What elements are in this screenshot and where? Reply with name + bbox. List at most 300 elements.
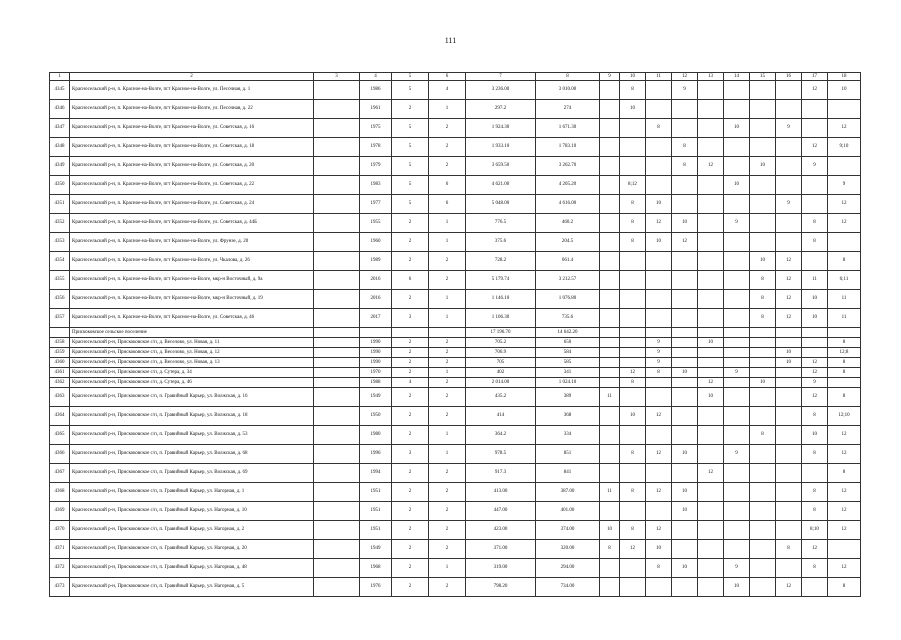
value-cell xyxy=(802,328,828,338)
column-number-cell: 7 xyxy=(466,73,536,81)
value-cell xyxy=(750,81,776,100)
row-number-cell: 4372 xyxy=(50,559,70,578)
table-row xyxy=(50,100,861,119)
value-cell: 12 xyxy=(802,138,828,157)
value-cell xyxy=(646,138,672,157)
value-cell: 9 xyxy=(776,195,802,214)
value-cell xyxy=(802,464,828,483)
value-cell: 2 xyxy=(429,271,466,290)
value-cell: 585 xyxy=(536,358,600,368)
value-cell: 2017 xyxy=(360,309,392,328)
value-cell: 1 xyxy=(429,368,466,378)
value-cell xyxy=(314,195,360,214)
value-cell xyxy=(698,81,724,100)
value-cell xyxy=(776,378,802,388)
value-cell: 8 xyxy=(802,559,828,578)
value-cell: 1980 xyxy=(360,426,392,445)
value-cell: 8 xyxy=(672,157,698,176)
table-row xyxy=(50,309,861,328)
value-cell: 1978 xyxy=(360,138,392,157)
value-cell xyxy=(750,176,776,195)
row-number-cell: 4354 xyxy=(50,252,70,271)
value-cell xyxy=(672,176,698,195)
value-cell: 1979 xyxy=(360,157,392,176)
value-cell: 364.2 xyxy=(466,426,536,445)
value-cell xyxy=(646,271,672,290)
value-cell: 5 xyxy=(392,176,429,195)
value-cell: 12 xyxy=(828,483,861,502)
value-cell xyxy=(620,252,646,271)
column-number-cell: 2 xyxy=(70,73,314,81)
value-cell: 2 xyxy=(429,578,466,597)
value-cell: 10 xyxy=(646,540,672,559)
value-cell: 2 xyxy=(429,378,466,388)
value-cell xyxy=(776,81,802,100)
value-cell xyxy=(314,378,360,388)
table-row xyxy=(50,521,861,540)
row-number-cell xyxy=(50,328,70,338)
value-cell: 341 xyxy=(536,368,600,378)
table-row xyxy=(50,338,861,348)
value-cell xyxy=(314,368,360,378)
row-number-cell: 4362 xyxy=(50,378,70,388)
value-cell xyxy=(724,502,750,521)
value-cell xyxy=(724,328,750,338)
value-cell xyxy=(750,233,776,252)
value-cell: 1989 xyxy=(360,252,392,271)
value-cell xyxy=(698,271,724,290)
value-cell: 9 xyxy=(646,358,672,368)
value-cell: 9 xyxy=(724,445,750,464)
value-cell: 8 xyxy=(620,81,646,100)
value-cell xyxy=(620,559,646,578)
value-cell xyxy=(698,426,724,445)
value-cell: 776.5 xyxy=(466,214,536,233)
value-cell: 1 xyxy=(429,233,466,252)
value-cell xyxy=(600,233,620,252)
value-cell: 734.00 xyxy=(536,578,600,597)
value-cell: 10 xyxy=(620,407,646,426)
value-cell: 10 xyxy=(776,348,802,358)
value-cell: 9 xyxy=(828,176,861,195)
value-cell: 12 xyxy=(802,368,828,378)
value-cell xyxy=(776,483,802,502)
value-cell xyxy=(750,195,776,214)
value-cell xyxy=(600,309,620,328)
value-cell xyxy=(620,328,646,338)
value-cell: 2016 xyxy=(360,271,392,290)
value-cell: 9 xyxy=(646,348,672,358)
value-cell: 1994 xyxy=(360,464,392,483)
table-row xyxy=(50,290,861,309)
value-cell xyxy=(646,252,672,271)
value-cell xyxy=(314,559,360,578)
value-cell: 8 xyxy=(620,521,646,540)
value-cell: 2016 xyxy=(360,290,392,309)
table-row xyxy=(50,119,861,138)
value-cell: 8 xyxy=(620,214,646,233)
value-cell xyxy=(724,271,750,290)
value-cell: 9 xyxy=(802,157,828,176)
value-cell: 11 xyxy=(600,483,620,502)
value-cell xyxy=(314,119,360,138)
value-cell: 447.00 xyxy=(466,502,536,521)
value-cell xyxy=(750,464,776,483)
value-cell xyxy=(750,521,776,540)
value-cell: 11 xyxy=(828,309,861,328)
row-number-cell: 4367 xyxy=(50,464,70,483)
row-number-cell: 4371 xyxy=(50,540,70,559)
value-cell: 2 xyxy=(429,138,466,157)
value-cell: 1970 xyxy=(360,368,392,378)
value-cell xyxy=(828,540,861,559)
value-cell: 1986 xyxy=(360,81,392,100)
value-cell: 1 xyxy=(429,426,466,445)
value-cell: 413.00 xyxy=(466,483,536,502)
value-cell xyxy=(802,195,828,214)
value-cell xyxy=(802,252,828,271)
value-cell xyxy=(698,540,724,559)
value-cell xyxy=(776,338,802,348)
table-row xyxy=(50,445,861,464)
table-row xyxy=(50,407,861,426)
value-cell: 1 783.10 xyxy=(536,138,600,157)
value-cell xyxy=(724,309,750,328)
value-cell xyxy=(750,388,776,407)
value-cell: 1990 xyxy=(360,338,392,348)
address-cell: Красносельский р-н, п. Красное-на-Волге, пгт Красное-на-Волге, ул. Советская, д. 44Б xyxy=(70,214,314,233)
value-cell xyxy=(750,138,776,157)
value-cell xyxy=(750,328,776,338)
value-cell xyxy=(600,559,620,578)
value-cell xyxy=(314,348,360,358)
value-cell xyxy=(600,290,620,309)
value-cell xyxy=(698,578,724,597)
address-cell: Красносельский р-н, Прискоковское с/п, д. Веселово, ул. Новая, д. 11 xyxy=(70,338,314,348)
value-cell: 10 xyxy=(724,578,750,597)
value-cell xyxy=(698,559,724,578)
value-cell: 1 146.10 xyxy=(466,290,536,309)
value-cell: 1996 xyxy=(360,445,392,464)
value-cell: 1 xyxy=(429,309,466,328)
value-cell: 12 xyxy=(646,521,672,540)
value-cell: 1955 xyxy=(360,214,392,233)
value-cell xyxy=(600,502,620,521)
value-cell xyxy=(600,378,620,388)
table-row xyxy=(50,358,861,368)
value-cell: 8 xyxy=(672,138,698,157)
value-cell: 12 xyxy=(776,578,802,597)
value-cell: 12 xyxy=(672,233,698,252)
value-cell xyxy=(646,426,672,445)
value-cell xyxy=(600,358,620,368)
value-cell xyxy=(620,502,646,521)
address-cell: Красносельский р-н, Прискоковское с/п, п. Гравийный Карьер, ул. Волжская, д. 69 xyxy=(70,464,314,483)
value-cell: 204.5 xyxy=(536,233,600,252)
value-cell xyxy=(600,81,620,100)
value-cell xyxy=(600,214,620,233)
value-cell xyxy=(646,464,672,483)
value-cell xyxy=(776,214,802,233)
table-row xyxy=(50,81,861,100)
value-cell xyxy=(724,252,750,271)
value-cell xyxy=(724,426,750,445)
value-cell: 2 xyxy=(429,407,466,426)
value-cell: 3 262.70 xyxy=(536,157,600,176)
value-cell: 10 xyxy=(672,483,698,502)
value-cell: 10 xyxy=(698,388,724,407)
value-cell: 12 xyxy=(828,521,861,540)
value-cell xyxy=(672,100,698,119)
value-cell: 2 xyxy=(392,407,429,426)
value-cell: 2 xyxy=(429,157,466,176)
value-cell xyxy=(724,233,750,252)
value-cell xyxy=(698,309,724,328)
value-cell xyxy=(314,578,360,597)
address-cell: Красносельский р-н, п. Красное-на-Волге, пгт Красное-на-Волге, мкр-н Восточный, д. 9а xyxy=(70,271,314,290)
value-cell: 423.00 xyxy=(466,521,536,540)
row-number-cell: 4352 xyxy=(50,214,70,233)
value-cell: 1 924.30 xyxy=(466,119,536,138)
address-cell: Красносельский р-н, Прискоковское с/п, п. Гравийный Карьер, ул. Волжская, д. 16 xyxy=(70,388,314,407)
value-cell xyxy=(646,157,672,176)
value-cell: 2 xyxy=(392,388,429,407)
value-cell xyxy=(828,157,861,176)
row-number-cell: 4346 xyxy=(50,100,70,119)
value-cell xyxy=(672,290,698,309)
page-number: 111 xyxy=(444,36,457,45)
value-cell: 14 642.20 xyxy=(536,328,600,338)
value-cell: 2 xyxy=(392,502,429,521)
value-cell: 17 196.70 xyxy=(466,328,536,338)
table-row xyxy=(50,271,861,290)
column-number-cell: 12 xyxy=(672,73,698,81)
value-cell xyxy=(392,328,429,338)
value-cell xyxy=(750,338,776,348)
value-cell xyxy=(750,119,776,138)
value-cell xyxy=(646,81,672,100)
value-cell: 2 xyxy=(392,540,429,559)
value-cell xyxy=(672,521,698,540)
row-number-cell: 4357 xyxy=(50,309,70,328)
address-cell: Красносельский р-н, п. Красное-на-Волге, пгт Красное-на-Волге, ул. Чкалова, д. 26 xyxy=(70,252,314,271)
row-number-cell: 4364 xyxy=(50,407,70,426)
value-cell: 8 xyxy=(750,426,776,445)
row-number-cell: 4359 xyxy=(50,348,70,358)
row-number-cell: 4370 xyxy=(50,521,70,540)
value-cell xyxy=(600,100,620,119)
value-cell xyxy=(776,388,802,407)
value-cell: 9 xyxy=(724,559,750,578)
value-cell: 12 xyxy=(802,81,828,100)
value-cell xyxy=(672,338,698,348)
value-cell xyxy=(672,407,698,426)
value-cell xyxy=(314,214,360,233)
value-cell xyxy=(750,348,776,358)
value-cell xyxy=(724,540,750,559)
value-cell: 12 xyxy=(776,290,802,309)
value-cell: 6 xyxy=(429,176,466,195)
value-cell: 9 xyxy=(776,119,802,138)
value-cell: 4 616.00 xyxy=(536,195,600,214)
value-cell: 10 xyxy=(600,521,620,540)
value-cell xyxy=(698,214,724,233)
value-cell xyxy=(672,426,698,445)
value-cell xyxy=(750,502,776,521)
value-cell xyxy=(698,119,724,138)
value-cell xyxy=(698,407,724,426)
table-row xyxy=(50,578,861,597)
value-cell: 2 xyxy=(392,100,429,119)
value-cell xyxy=(672,195,698,214)
value-cell: 2 xyxy=(392,559,429,578)
value-cell: 978.5 xyxy=(466,445,536,464)
value-cell xyxy=(600,176,620,195)
value-cell: 12 xyxy=(776,309,802,328)
value-cell: 12;8 xyxy=(828,348,861,358)
value-cell: 8 xyxy=(750,290,776,309)
table-row xyxy=(50,195,861,214)
value-cell: 2 xyxy=(392,348,429,358)
value-cell xyxy=(672,388,698,407)
value-cell xyxy=(646,378,672,388)
value-cell: 6 xyxy=(392,271,429,290)
address-cell: Красносельский р-н, Прискоковское с/п, д. Веселово, ул. Новая, д. 13 xyxy=(70,358,314,368)
value-cell xyxy=(776,445,802,464)
value-cell: 735.6 xyxy=(536,309,600,328)
value-cell: 334 xyxy=(536,426,600,445)
value-cell xyxy=(646,100,672,119)
column-number-cell: 15 xyxy=(750,73,776,81)
value-cell: 8 xyxy=(828,252,861,271)
address-cell: Красносельский р-н, п. Красное-на-Волге, пгт Красное-на-Волге, ул. Советская, д. 20 xyxy=(70,157,314,176)
value-cell xyxy=(646,290,672,309)
table-row xyxy=(50,348,861,358)
value-cell: 1949 xyxy=(360,540,392,559)
column-number-cell: 3 xyxy=(314,73,360,81)
value-cell xyxy=(776,176,802,195)
value-cell: 2 xyxy=(392,464,429,483)
value-cell xyxy=(314,252,360,271)
value-cell xyxy=(828,328,861,338)
value-cell xyxy=(698,252,724,271)
value-cell: 584 xyxy=(536,348,600,358)
value-cell xyxy=(776,559,802,578)
value-cell: 2 xyxy=(429,464,466,483)
value-cell xyxy=(600,195,620,214)
value-cell: 319.00 xyxy=(466,559,536,578)
value-cell xyxy=(750,358,776,368)
value-cell: 11 xyxy=(802,271,828,290)
value-cell xyxy=(698,502,724,521)
column-number-cell: 9 xyxy=(600,73,620,81)
value-cell xyxy=(698,521,724,540)
value-cell xyxy=(600,464,620,483)
value-cell xyxy=(750,578,776,597)
value-cell: 12 xyxy=(802,388,828,407)
value-cell xyxy=(724,138,750,157)
value-cell xyxy=(314,290,360,309)
value-cell xyxy=(776,407,802,426)
table-row xyxy=(50,464,861,483)
address-cell: Красносельский р-н, Прискоковское с/п, д. Сутера, д. 34 xyxy=(70,368,314,378)
value-cell: 2 xyxy=(429,348,466,358)
value-cell: 3 xyxy=(392,309,429,328)
value-cell: 12 xyxy=(828,195,861,214)
value-cell xyxy=(672,309,698,328)
value-cell xyxy=(802,119,828,138)
value-cell xyxy=(600,407,620,426)
value-cell: 2 xyxy=(392,483,429,502)
value-cell xyxy=(620,358,646,368)
value-cell xyxy=(698,328,724,338)
section-row xyxy=(50,328,861,338)
value-cell xyxy=(672,578,698,597)
value-cell xyxy=(620,309,646,328)
value-cell xyxy=(646,176,672,195)
value-cell xyxy=(776,502,802,521)
value-cell: 9;10 xyxy=(828,138,861,157)
value-cell xyxy=(620,271,646,290)
address-cell: Красносельский р-н, Прискоковское с/п, п. Гравийный Карьер, ул. Нагорная, д. 10 xyxy=(70,502,314,521)
value-cell xyxy=(600,445,620,464)
value-cell: 10 xyxy=(672,445,698,464)
value-cell: 705 xyxy=(466,358,536,368)
value-cell: 10 xyxy=(750,378,776,388)
column-number-cell: 13 xyxy=(698,73,724,81)
value-cell xyxy=(314,388,360,407)
value-cell xyxy=(672,540,698,559)
value-cell xyxy=(620,578,646,597)
value-cell: 798.20 xyxy=(466,578,536,597)
column-number-cell: 6 xyxy=(429,73,466,81)
value-cell xyxy=(724,157,750,176)
value-cell xyxy=(724,338,750,348)
value-cell: 2 xyxy=(392,521,429,540)
value-cell: 8 xyxy=(776,540,802,559)
value-cell: 9 xyxy=(802,378,828,388)
value-cell: 2 xyxy=(392,338,429,348)
value-cell: 3 212.57 xyxy=(536,271,600,290)
value-cell: 10 xyxy=(672,559,698,578)
value-cell: 10 xyxy=(646,233,672,252)
row-number-cell: 4373 xyxy=(50,578,70,597)
address-cell: Красносельский р-н, п. Красное-на-Волге, пгт Красное-на-Волге, мкр-н Восточный, д. 19 xyxy=(70,290,314,309)
address-cell: Красносельский р-н, Прискоковское с/п, п. Гравийный Карьер, ул. Нагорная, д. 5 xyxy=(70,578,314,597)
value-cell xyxy=(724,100,750,119)
address-cell: Красносельский р-н, Прискоковское с/п, д. Сутера, д. 46 xyxy=(70,378,314,388)
address-cell: Красносельский р-н, Прискоковское с/п, п. Гравийный Карьер, ул. Нагорная, д. 1 xyxy=(70,483,314,502)
value-cell: 12 xyxy=(620,368,646,378)
value-cell: 5 179.74 xyxy=(466,271,536,290)
value-cell xyxy=(646,502,672,521)
value-cell xyxy=(600,368,620,378)
value-cell: 402 xyxy=(466,368,536,378)
value-cell: 1951 xyxy=(360,483,392,502)
value-cell xyxy=(314,157,360,176)
value-cell: 2 xyxy=(429,521,466,540)
value-cell: 9 xyxy=(724,214,750,233)
value-cell: 3 236.00 xyxy=(466,81,536,100)
value-cell: 8 xyxy=(828,578,861,597)
value-cell: 5 xyxy=(392,138,429,157)
address-cell: Красносельский р-н, Прискоковское с/п, п. Гравийный Карьер, ул. Волжская, д. 18 xyxy=(70,407,314,426)
value-cell xyxy=(314,309,360,328)
address-cell: Красносельский р-н, п. Красное-на-Волге, пгт Красное-на-Волге, ул. Советская, д. 22 xyxy=(70,176,314,195)
row-number-cell: 4347 xyxy=(50,119,70,138)
address-cell: Красносельский р-н, п. Красное-на-Волге, пгт Красное-на-Волге, ул. Песочная, д. 22 xyxy=(70,100,314,119)
value-cell xyxy=(360,328,392,338)
